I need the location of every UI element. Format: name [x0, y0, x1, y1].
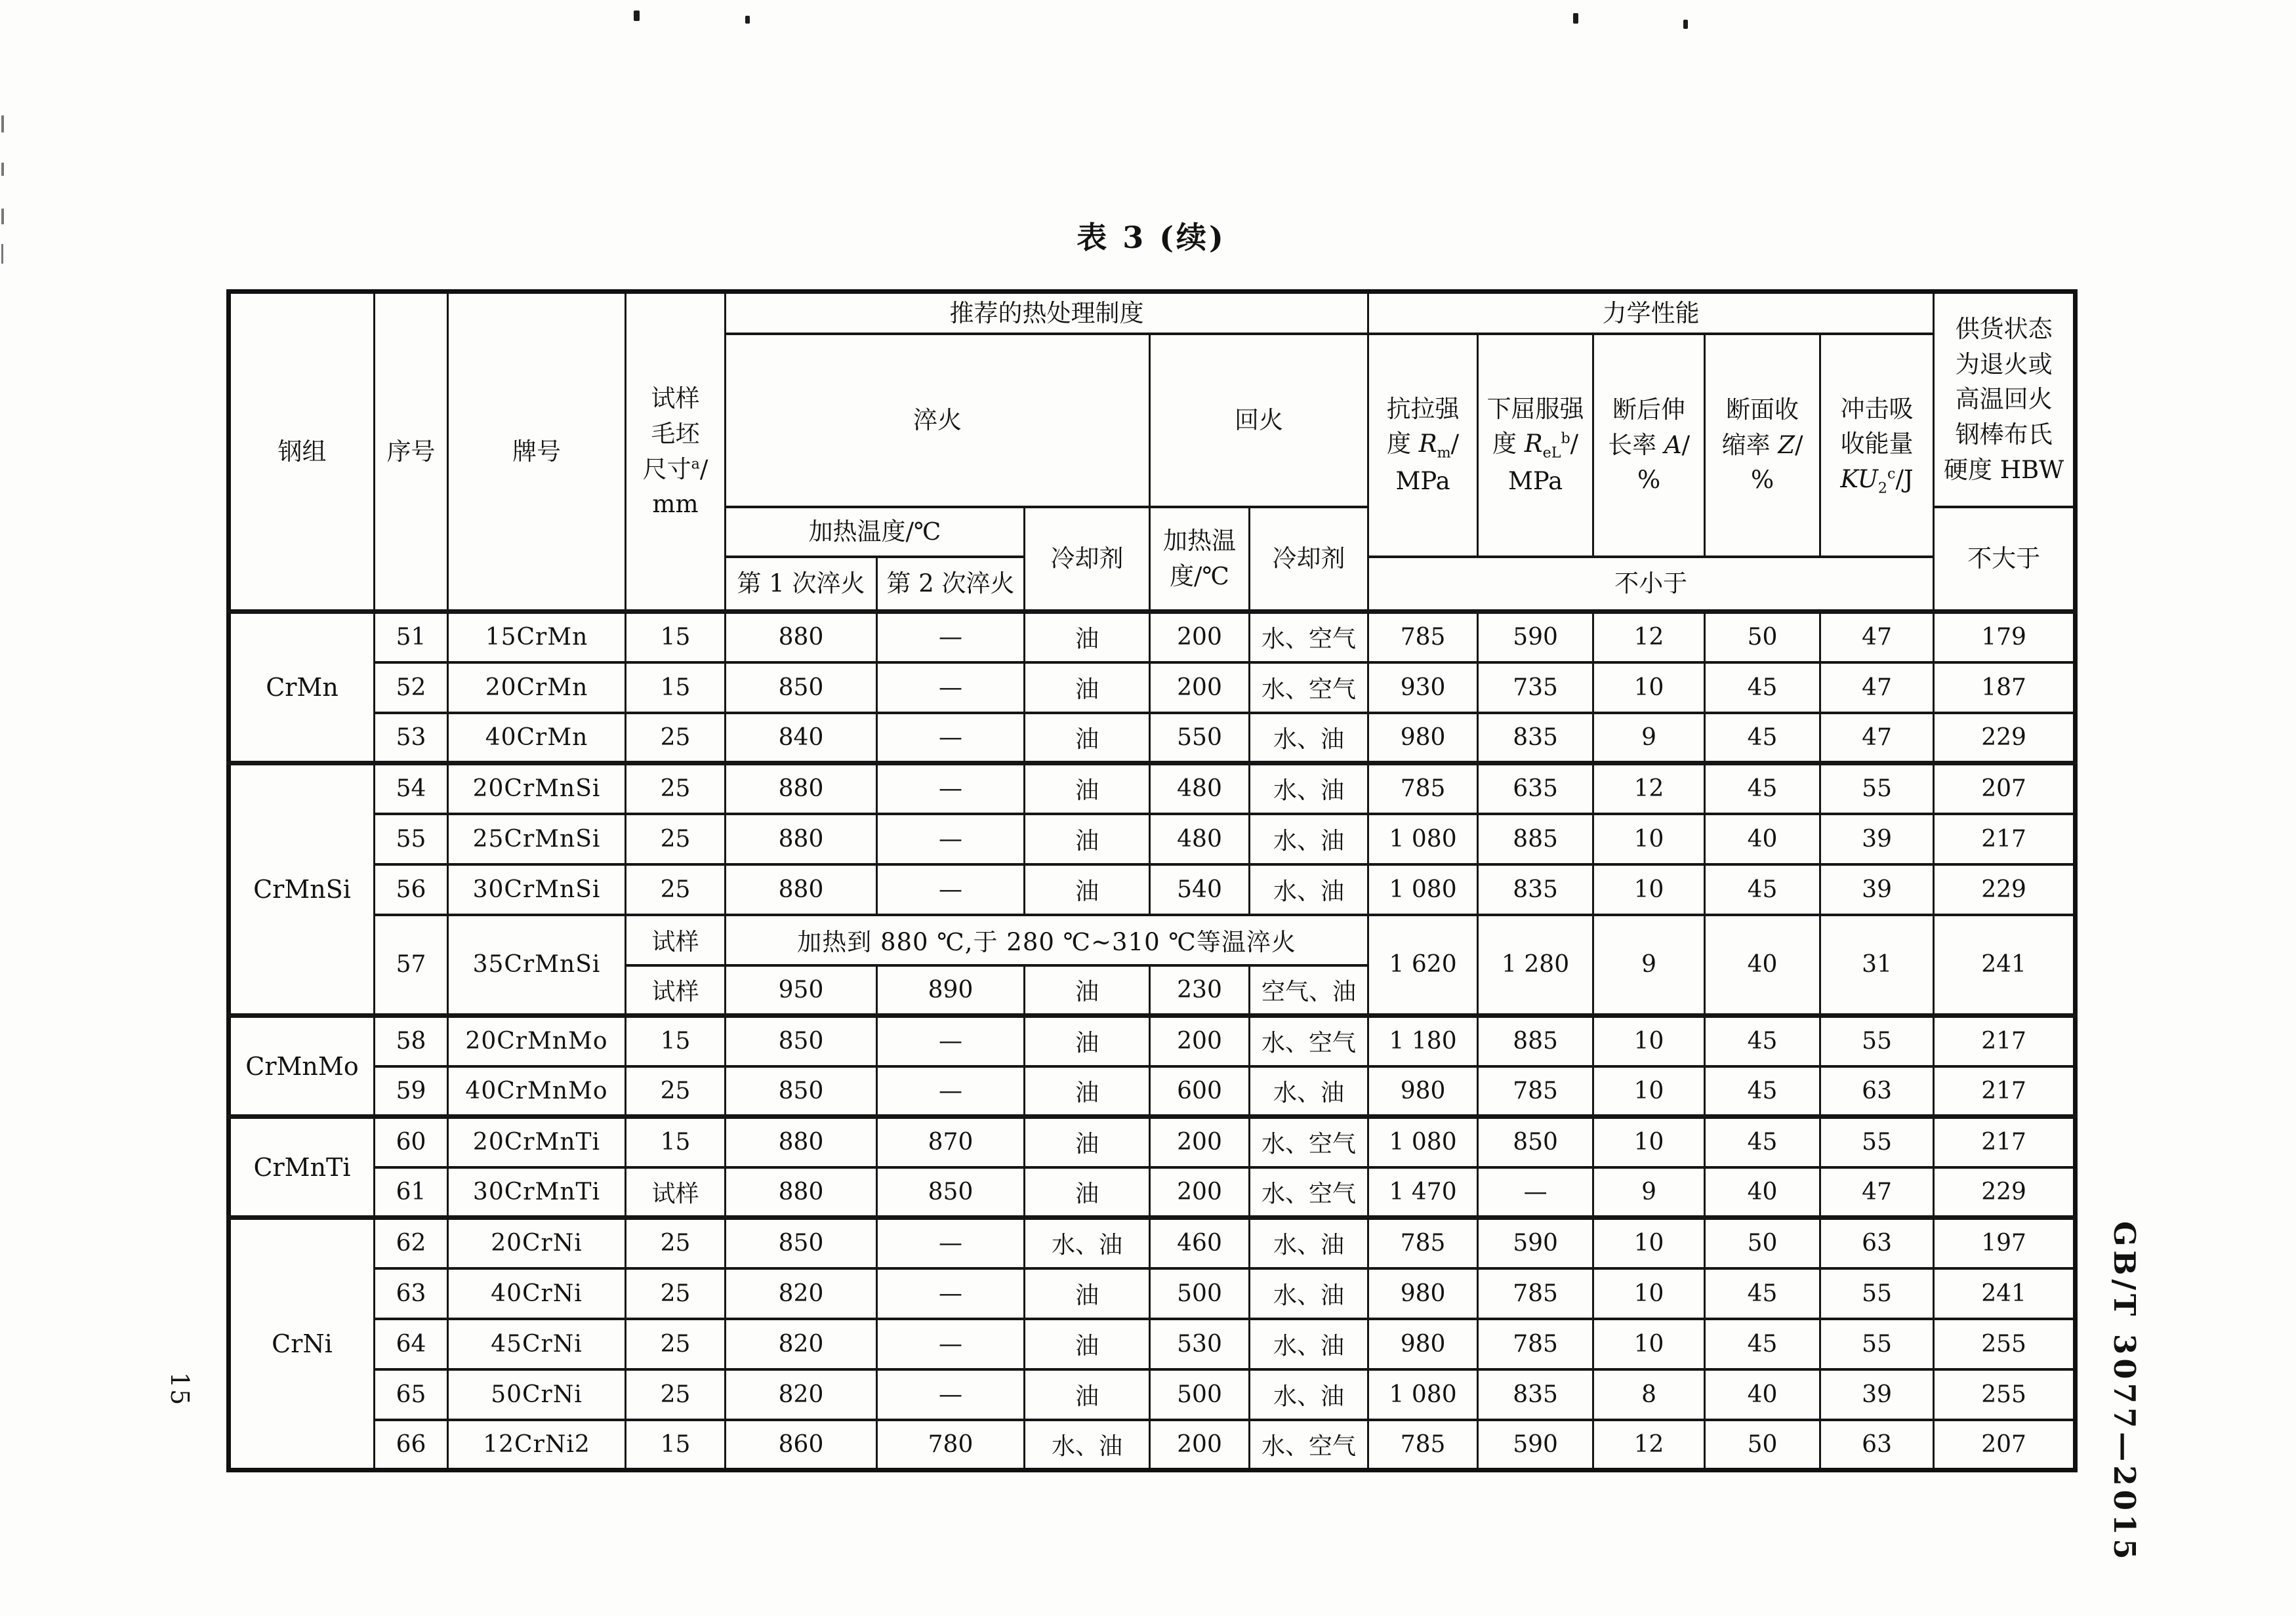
temper-temp-cell: 200 [1150, 1420, 1250, 1470]
elongation-cell: 8 [1593, 1369, 1705, 1420]
sample-size-cell: 试样 [626, 915, 726, 965]
elongation-cell: 12 [1593, 1420, 1705, 1470]
quench-coolant-cell: 油 [1025, 814, 1150, 864]
table-row [229, 1319, 2076, 1369]
quench-coolant-cell: 水、油 [1025, 1420, 1150, 1470]
quench-coolant-cell: 油 [1025, 864, 1150, 915]
temper-coolant-cell: 水、空气 [1250, 1117, 1368, 1167]
second-quench-temp-cell: — [877, 662, 1025, 713]
sample-size-cell: 试样 [626, 965, 726, 1016]
first-quench-temp-cell: 880 [726, 814, 877, 864]
quench-coolant-cell: 油 [1025, 1016, 1150, 1066]
reduction-cell: 40 [1705, 915, 1820, 1016]
yield-strength-cell: — [1478, 1167, 1593, 1218]
temper-temp-cell: 200 [1150, 612, 1250, 662]
quench-coolant-cell: 油 [1025, 965, 1150, 1016]
seq-cell: 56 [375, 864, 448, 915]
header-grade: 牌号 [448, 292, 626, 612]
quench-coolant-cell: 油 [1025, 713, 1150, 763]
grade-cell: 35CrMnSi [448, 915, 626, 1016]
steel-properties-table [226, 289, 2078, 1472]
seq-cell: 55 [375, 814, 448, 864]
standard-number: GB/T 3077—2015 [2107, 1221, 2142, 1564]
grade-cell: 20CrMnTi [448, 1117, 626, 1167]
table-row [229, 612, 2076, 662]
table-row [229, 1167, 2076, 1218]
hardness-cell: 229 [1934, 713, 2076, 763]
sample-size-cell: 15 [626, 1016, 726, 1066]
seq-cell: 64 [375, 1319, 448, 1369]
table-header [229, 292, 2076, 612]
quench-coolant-cell: 油 [1025, 1167, 1150, 1218]
hardness-cell: 207 [1934, 763, 2076, 814]
elongation-cell: 10 [1593, 1268, 1705, 1319]
header-first-quench: 第 1 次淬火 [726, 557, 877, 612]
grade-cell: 25CrMnSi [448, 814, 626, 864]
temper-coolant-cell: 空气、油 [1250, 965, 1368, 1016]
quench-coolant-cell: 油 [1025, 1319, 1150, 1369]
impact-energy-cell: 55 [1820, 1016, 1934, 1066]
elongation-cell: 10 [1593, 1016, 1705, 1066]
yield-strength-cell: 590 [1478, 1420, 1593, 1470]
table-row [229, 915, 2076, 965]
second-quench-temp-cell: — [877, 1218, 1025, 1268]
tensile-strength-cell: 1 180 [1368, 1016, 1478, 1066]
first-quench-temp-cell: 850 [726, 662, 877, 713]
grade-cell: 30CrMnTi [448, 1167, 626, 1218]
seq-cell: 65 [375, 1369, 448, 1420]
grade-cell: 40CrMn [448, 713, 626, 763]
first-quench-temp-cell: 880 [726, 612, 877, 662]
steel-group-cell: CrNi [229, 1218, 375, 1470]
quench-coolant-cell: 油 [1025, 763, 1150, 814]
impact-energy-cell: 31 [1820, 915, 1934, 1016]
impact-energy-cell: 63 [1820, 1218, 1934, 1268]
seq-cell: 62 [375, 1218, 448, 1268]
temper-temp-cell: 200 [1150, 662, 1250, 713]
second-quench-temp-cell: — [877, 763, 1025, 814]
sample-size-cell: 25 [626, 1268, 726, 1319]
scan-edge-mark [1, 209, 4, 224]
sample-size-cell: 15 [626, 1420, 726, 1470]
table-row [229, 713, 2076, 763]
temper-coolant-cell: 水、油 [1250, 713, 1368, 763]
header-temper-coolant: 冷却剂 [1250, 507, 1368, 612]
grade-cell: 20CrMnSi [448, 763, 626, 814]
tensile-strength-cell: 1 080 [1368, 814, 1478, 864]
grade-cell: 45CrNi [448, 1319, 626, 1369]
temper-coolant-cell: 水、空气 [1250, 1016, 1368, 1066]
table-row [229, 662, 2076, 713]
reduction-cell: 50 [1705, 612, 1820, 662]
temper-temp-cell: 600 [1150, 1066, 1250, 1117]
header-seq: 序号 [375, 292, 448, 612]
grade-cell: 12CrNi2 [448, 1420, 626, 1470]
hardness-cell: 187 [1934, 662, 2076, 713]
second-quench-temp-cell: — [877, 814, 1025, 864]
tensile-strength-cell: 980 [1368, 1066, 1478, 1117]
header-tensile-strength: 抗拉强 度 $R_m/$ MPa [1368, 334, 1478, 557]
elongation-cell: 10 [1593, 814, 1705, 864]
tensile-strength-cell: 1 620 [1368, 915, 1478, 1016]
yield-strength-cell: 835 [1478, 864, 1593, 915]
quench-coolant-cell: 油 [1025, 1369, 1150, 1420]
quench-coolant-cell: 油 [1025, 1066, 1150, 1117]
elongation-cell: 9 [1593, 713, 1705, 763]
header-quench-coolant: 冷却剂 [1025, 507, 1150, 612]
sample-size-cell: 25 [626, 1369, 726, 1420]
yield-strength-cell: 885 [1478, 814, 1593, 864]
page-number: 15 [165, 1372, 194, 1407]
sample-size-cell: 25 [626, 814, 726, 864]
elongation-cell: 10 [1593, 1218, 1705, 1268]
tensile-strength-cell: 785 [1368, 612, 1478, 662]
steel-group-cell: CrMn [229, 612, 375, 763]
yield-strength-cell: 1 280 [1478, 915, 1593, 1016]
yield-strength-cell: 735 [1478, 662, 1593, 713]
seq-cell: 51 [375, 612, 448, 662]
reduction-cell: 45 [1705, 1117, 1820, 1167]
grade-cell: 40CrNi [448, 1268, 626, 1319]
reduction-cell: 45 [1705, 662, 1820, 713]
scan-speck [634, 10, 640, 21]
table-row [229, 814, 2076, 864]
tensile-strength-cell: 785 [1368, 1420, 1478, 1470]
reduction-cell: 40 [1705, 814, 1820, 864]
header-sample-size: 试样 毛坯 尺寸$^a$/ mm [626, 292, 726, 612]
steel-group-cell: CrMnTi [229, 1117, 375, 1218]
header-reduction-of-area: 断面收 缩率 Z/ % [1705, 334, 1820, 557]
yield-strength-cell: 590 [1478, 1218, 1593, 1268]
first-quench-temp-cell: 840 [726, 713, 877, 763]
temper-temp-cell: 200 [1150, 1167, 1250, 1218]
second-quench-temp-cell: 890 [877, 965, 1025, 1016]
scan-speck [1683, 20, 1688, 29]
tensile-strength-cell: 980 [1368, 1319, 1478, 1369]
quench-coolant-cell: 油 [1025, 1117, 1150, 1167]
header-yield-strength: 下屈服强 度 $R_{eL}^b/$ MPa [1478, 334, 1593, 557]
elongation-cell: 12 [1593, 763, 1705, 814]
temper-coolant-cell: 水、油 [1250, 864, 1368, 915]
tensile-strength-cell: 1 080 [1368, 864, 1478, 915]
seq-cell: 54 [375, 763, 448, 814]
first-quench-temp-cell: 880 [726, 1117, 877, 1167]
hardness-cell: 217 [1934, 814, 2076, 864]
yield-strength-cell: 885 [1478, 1016, 1593, 1066]
sample-size-cell: 25 [626, 1066, 726, 1117]
elongation-cell: 9 [1593, 915, 1705, 1016]
tensile-strength-cell: 785 [1368, 1218, 1478, 1268]
reduction-cell: 45 [1705, 1016, 1820, 1066]
isothermal-quench-note-cell: 加热到 880 ℃,于 280 ℃~310 ℃等温淬火 [726, 915, 1368, 965]
first-quench-temp-cell: 850 [726, 1066, 877, 1117]
header-mechanical: 力学性能 [1368, 292, 1934, 334]
first-quench-temp-cell: 880 [726, 1167, 877, 1218]
elongation-cell: 10 [1593, 1117, 1705, 1167]
tensile-strength-cell: 930 [1368, 662, 1478, 713]
first-quench-temp-cell: 880 [726, 763, 877, 814]
sample-size-cell: 25 [626, 713, 726, 763]
elongation-cell: 12 [1593, 612, 1705, 662]
temper-coolant-cell: 水、油 [1250, 814, 1368, 864]
temper-coolant-cell: 水、空气 [1250, 1167, 1368, 1218]
sample-size-cell: 15 [626, 1117, 726, 1167]
quench-coolant-cell: 水、油 [1025, 1218, 1150, 1268]
reduction-cell: 50 [1705, 1420, 1820, 1470]
reduction-cell: 45 [1705, 1066, 1820, 1117]
reduction-cell: 40 [1705, 1167, 1820, 1218]
reduction-cell: 45 [1705, 1319, 1820, 1369]
impact-energy-cell: 63 [1820, 1420, 1934, 1470]
impact-energy-cell: 55 [1820, 1319, 1934, 1369]
elongation-cell: 10 [1593, 1319, 1705, 1369]
grade-cell: 40CrMnMo [448, 1066, 626, 1117]
temper-coolant-cell: 水、油 [1250, 1066, 1368, 1117]
grade-cell: 50CrNi [448, 1369, 626, 1420]
tensile-strength-cell: 1 080 [1368, 1117, 1478, 1167]
temper-temp-cell: 200 [1150, 1016, 1250, 1066]
sample-size-cell: 25 [626, 763, 726, 814]
grade-cell: 20CrMnMo [448, 1016, 626, 1066]
first-quench-temp-cell: 850 [726, 1218, 877, 1268]
steel-group-cell: CrMnMo [229, 1016, 375, 1117]
elongation-cell: 10 [1593, 662, 1705, 713]
sample-size-cell: 25 [626, 1319, 726, 1369]
first-quench-temp-cell: 820 [726, 1319, 877, 1369]
table-row [229, 1268, 2076, 1319]
sample-size-cell: 15 [626, 612, 726, 662]
second-quench-temp-cell: — [877, 612, 1025, 662]
tensile-strength-cell: 980 [1368, 1268, 1478, 1319]
quench-coolant-cell: 油 [1025, 1268, 1150, 1319]
temper-coolant-cell: 水、油 [1250, 1268, 1368, 1319]
table-caption: 表 3 (续) [1076, 220, 1226, 255]
second-quench-temp-cell: — [877, 1369, 1025, 1420]
reduction-cell: 45 [1705, 1268, 1820, 1319]
scan-speck [745, 16, 750, 24]
temper-coolant-cell: 水、空气 [1250, 612, 1368, 662]
hardness-cell: 255 [1934, 1369, 2076, 1420]
yield-strength-cell: 635 [1478, 763, 1593, 814]
seq-cell: 59 [375, 1066, 448, 1117]
yield-strength-cell: 590 [1478, 612, 1593, 662]
temper-temp-cell: 500 [1150, 1369, 1250, 1420]
second-quench-temp-cell: 870 [877, 1117, 1025, 1167]
temper-temp-cell: 500 [1150, 1268, 1250, 1319]
temper-coolant-cell: 水、油 [1250, 1218, 1368, 1268]
impact-energy-cell: 39 [1820, 864, 1934, 915]
first-quench-temp-cell: 860 [726, 1420, 877, 1470]
grade-cell: 30CrMnSi [448, 864, 626, 915]
header-impact-energy: 冲击吸 收能量 $KU_2^c/J$ [1820, 334, 1934, 557]
impact-energy-cell: 63 [1820, 1066, 1934, 1117]
table-row [229, 1218, 2076, 1268]
yield-strength-cell: 835 [1478, 1369, 1593, 1420]
tensile-strength-cell: 1 080 [1368, 1369, 1478, 1420]
grade-cell: 15CrMn [448, 612, 626, 662]
steel-group-cell: CrMnSi [229, 763, 375, 1016]
hardness-cell: 207 [1934, 1420, 2076, 1470]
header-not-greater-than: 不大于 [1934, 507, 2076, 612]
quench-coolant-cell: 油 [1025, 662, 1150, 713]
seq-cell: 61 [375, 1167, 448, 1218]
temper-temp-cell: 200 [1150, 1117, 1250, 1167]
header-second-quench: 第 2 次淬火 [877, 557, 1025, 612]
grade-cell: 20CrNi [448, 1218, 626, 1268]
first-quench-temp-cell: 820 [726, 1268, 877, 1319]
yield-strength-cell: 785 [1478, 1066, 1593, 1117]
reduction-cell: 50 [1705, 1218, 1820, 1268]
second-quench-temp-cell: — [877, 1319, 1025, 1369]
hardness-cell: 229 [1934, 1167, 2076, 1218]
header-elongation: 断后伸 长率 A/ % [1593, 334, 1705, 557]
scan-edge-mark [1, 163, 4, 176]
impact-energy-cell: 39 [1820, 1369, 1934, 1420]
elongation-cell: 10 [1593, 1066, 1705, 1117]
sample-size-cell: 25 [626, 864, 726, 915]
temper-coolant-cell: 水、油 [1250, 763, 1368, 814]
table-body [229, 612, 2076, 1470]
header-delivery-hardness: 供货状态 为退火或 高温回火 钢棒布氏 硬度 HBW [1934, 292, 2076, 507]
yield-strength-cell: 835 [1478, 713, 1593, 763]
second-quench-temp-cell: — [877, 1016, 1025, 1066]
table-row [229, 1420, 2076, 1470]
impact-energy-cell: 55 [1820, 1268, 1934, 1319]
sample-size-cell: 15 [626, 662, 726, 713]
scan-speck [1573, 13, 1578, 24]
seq-cell: 63 [375, 1268, 448, 1319]
table-row [229, 1016, 2076, 1066]
hardness-cell: 241 [1934, 1268, 2076, 1319]
impact-energy-cell: 47 [1820, 713, 1934, 763]
reduction-cell: 45 [1705, 864, 1820, 915]
first-quench-temp-cell: 820 [726, 1369, 877, 1420]
sample-size-cell: 25 [626, 1218, 726, 1268]
seq-cell: 52 [375, 662, 448, 713]
table-row [229, 1369, 2076, 1420]
hardness-cell: 179 [1934, 612, 2076, 662]
reduction-cell: 45 [1705, 713, 1820, 763]
first-quench-temp-cell: 950 [726, 965, 877, 1016]
impact-energy-cell: 55 [1820, 763, 1934, 814]
header-not-less-than: 不小于 [1368, 557, 1934, 612]
hardness-cell: 217 [1934, 1066, 2076, 1117]
header-quench: 淬火 [726, 334, 1150, 507]
first-quench-temp-cell: 880 [726, 864, 877, 915]
impact-energy-cell: 47 [1820, 1167, 1934, 1218]
temper-temp-cell: 480 [1150, 814, 1250, 864]
yield-strength-cell: 785 [1478, 1268, 1593, 1319]
second-quench-temp-cell: — [877, 1268, 1025, 1319]
table-row [229, 1066, 2076, 1117]
temper-temp-cell: 540 [1150, 864, 1250, 915]
hardness-cell: 217 [1934, 1016, 2076, 1066]
impact-energy-cell: 47 [1820, 662, 1934, 713]
scan-edge-mark [1, 244, 3, 264]
yield-strength-cell: 785 [1478, 1319, 1593, 1369]
temper-coolant-cell: 水、空气 [1250, 662, 1368, 713]
seq-cell: 57 [375, 915, 448, 1016]
table-row [229, 864, 2076, 915]
first-quench-temp-cell: 850 [726, 1016, 877, 1066]
second-quench-temp-cell: 780 [877, 1420, 1025, 1470]
temper-temp-cell: 460 [1150, 1218, 1250, 1268]
sample-size-cell: 试样 [626, 1167, 726, 1218]
impact-energy-cell: 55 [1820, 1117, 1934, 1167]
hardness-cell: 217 [1934, 1117, 2076, 1167]
temper-temp-cell: 550 [1150, 713, 1250, 763]
elongation-cell: 10 [1593, 864, 1705, 915]
elongation-cell: 9 [1593, 1167, 1705, 1218]
impact-energy-cell: 47 [1820, 612, 1934, 662]
seq-cell: 53 [375, 713, 448, 763]
temper-coolant-cell: 水、油 [1250, 1319, 1368, 1369]
table-row [229, 763, 2076, 814]
reduction-cell: 40 [1705, 1369, 1820, 1420]
hardness-cell: 197 [1934, 1218, 2076, 1268]
temper-coolant-cell: 水、油 [1250, 1369, 1368, 1420]
tensile-strength-cell: 785 [1368, 763, 1478, 814]
seq-cell: 60 [375, 1117, 448, 1167]
quench-coolant-cell: 油 [1025, 612, 1150, 662]
impact-energy-cell: 39 [1820, 814, 1934, 864]
temper-coolant-cell: 水、空气 [1250, 1420, 1368, 1470]
header-steel-group: 钢组 [229, 292, 375, 612]
yield-strength-cell: 850 [1478, 1117, 1593, 1167]
tensile-strength-cell: 1 470 [1368, 1167, 1478, 1218]
temper-temp-cell: 530 [1150, 1319, 1250, 1369]
second-quench-temp-cell: 850 [877, 1167, 1025, 1218]
second-quench-temp-cell: — [877, 713, 1025, 763]
header-quench-heating-temp: 加热温度/℃ [726, 507, 1025, 557]
second-quench-temp-cell: — [877, 864, 1025, 915]
temper-temp-cell: 230 [1150, 965, 1250, 1016]
temper-temp-cell: 480 [1150, 763, 1250, 814]
header-temper-heating-temp: 加热温 度/℃ [1150, 507, 1250, 612]
second-quench-temp-cell: — [877, 1066, 1025, 1117]
seq-cell: 66 [375, 1420, 448, 1470]
reduction-cell: 45 [1705, 763, 1820, 814]
seq-cell: 58 [375, 1016, 448, 1066]
table-row [229, 1117, 2076, 1167]
grade-cell: 20CrMn [448, 662, 626, 713]
scan-edge-mark [1, 115, 4, 132]
hardness-cell: 241 [1934, 915, 2076, 1016]
hardness-cell: 255 [1934, 1319, 2076, 1369]
header-temper: 回火 [1150, 334, 1368, 507]
tensile-strength-cell: 980 [1368, 713, 1478, 763]
hardness-cell: 229 [1934, 864, 2076, 915]
header-heat-treatment: 推荐的热处理制度 [726, 292, 1368, 334]
